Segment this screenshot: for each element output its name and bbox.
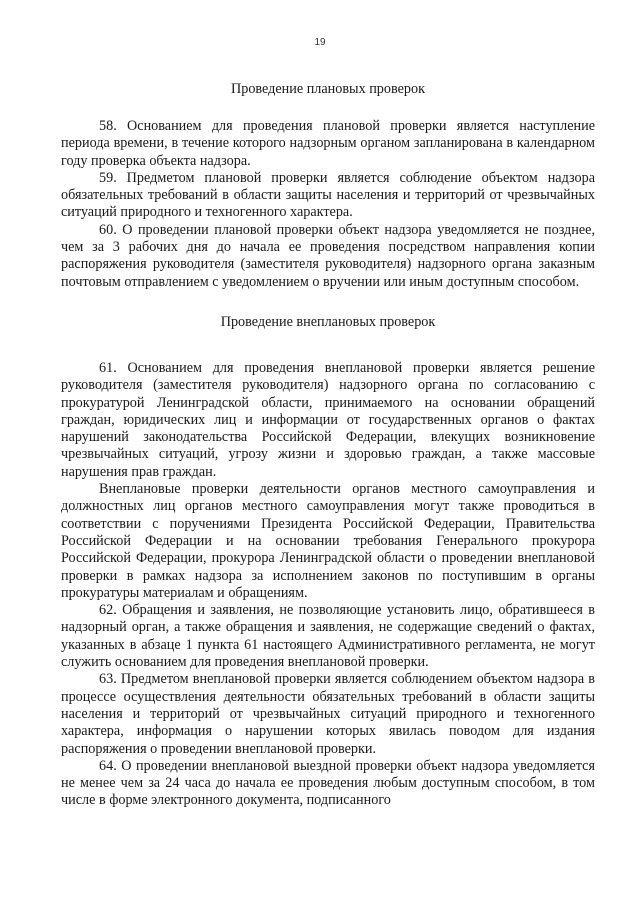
document-body: [61, 81, 595, 810]
paragraph-63: 63. Предметом внеплановой проверки является соблюдением объектом надзора в процессе осуществления деятельности обязательных требований в области защиты населения и территорий от чрезвычайных ситуаций природного и техногенного характера, информация о нарушении которых явилась поводом для издания распоряжения о проведении внеплановой проверки.: [61, 671, 595, 757]
paragraph-61: 61. Основанием для проведения внеплановой проверки является решение руководителя (заместителя руководителя) надзорного органа по согласованию с прокуратурой Ленинградской области, принимаемого на основании обращений граждан, юридических лиц и информации от государственных органов о фактах нарушений законодательства Российской Федерации, влекущих возникновение чрезвычайных ситуаций, угрозу жизни и здоровью граждан, а также массовые нарушения прав граждан.: [61, 359, 595, 480]
paragraph-58: 58. Основанием для проведения плановой проверки является наступление периода времени, в течение которого надзорным органом запланирована в календарном году проверка объекта надзора.: [61, 118, 595, 169]
section-heading-planned-inspections: Проведение плановых проверок: [230, 81, 425, 97]
paragraph-64: 64. О проведении внеплановой выездной проверки объект надзора уведомляется не менее чем за 24 часа до начала ее проведения любым доступным способом, в том числе в форме электронного документа, подписанного: [61, 757, 595, 809]
paragraph-59: 59. Предметом плановой проверки является соблюдение объектом надзора обязательных требований в области защиты населения и территорий от чрезвычайных ситуаций природного и техногенного характера.: [61, 169, 595, 221]
paragraph-61-continued: Внеплановые проверки деятельности органов местного самоуправления и должностных лиц органов местного самоуправления могут также проводиться в соответствии с поручениями Президента Российской Федерации, Правительства Российской Федерации и на основании требования Генерального прокурора Российской Федерации, прокурора Ленинградской области о проведении внеплановой проверки в рамках надзора за исполнением законов по поступившим в органы прокуратуры материалам и обращениям.: [61, 481, 595, 601]
paragraph-60: 60. О проведении плановой проверки объект надзора уведомляется не позднее, чем за 3 рабочих дня до начала ее проведения посредством направления копии распоряжения руководителя (заместителя руководителя) надзорного органа заказным почтовым отправлением с уведомлением о вручении или иным доступным способом.: [61, 221, 595, 290]
page-number: 19: [314, 37, 326, 48]
paragraph-62: 62. Обращения и заявления, не позволяющие установить лицо, обратившееся в надзорный орган, а также обращения и заявления, не содержащие сведений о фактах, указанных в абзаце 1 пункта 61 настоящего Административного регламента, не могут служить основанием для проведения внеплановой проверки.: [61, 602, 595, 671]
section-heading-unplanned-inspections: Проведение внеплановых проверок: [220, 313, 436, 330]
